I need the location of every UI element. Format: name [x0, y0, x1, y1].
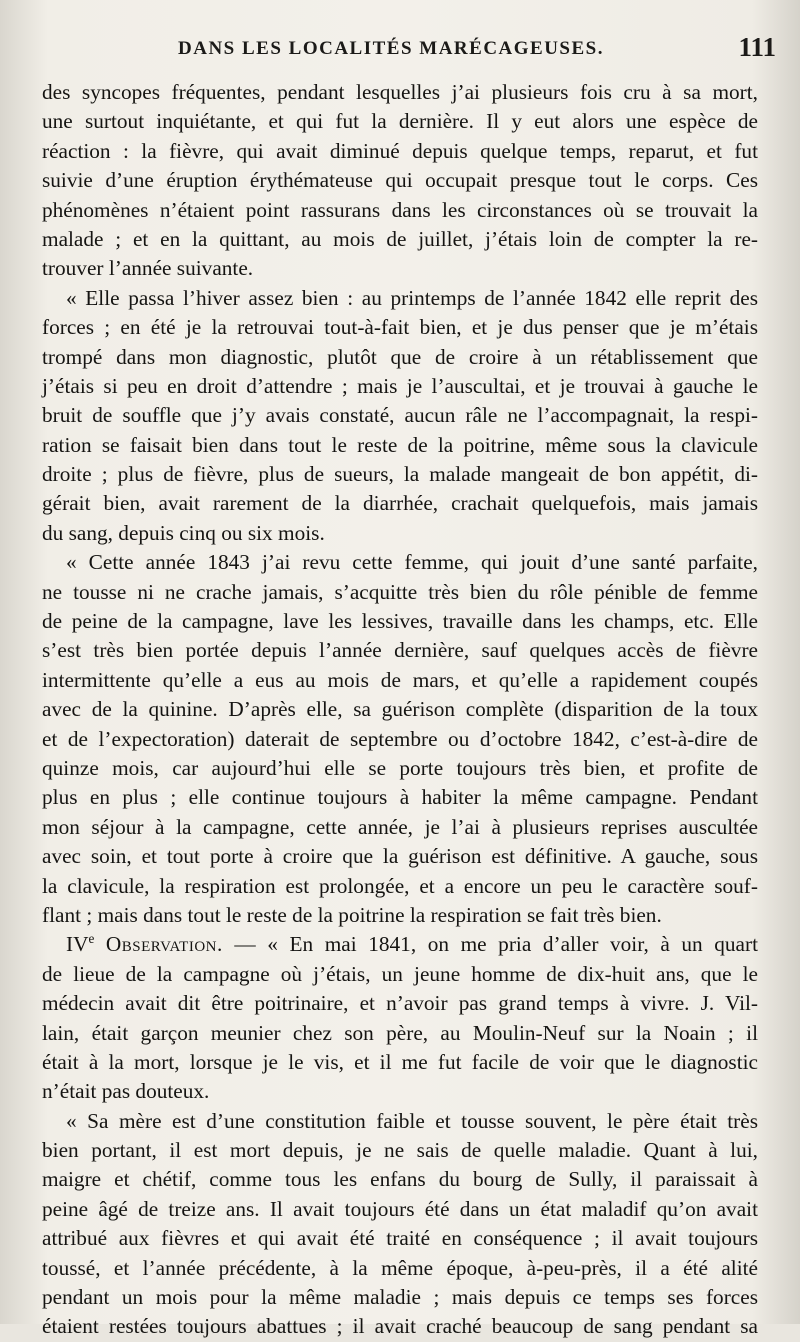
text-line: j’étais si peu en droit d’attendre ; mais je l’auscultai, et je trouvai à gauche le — [42, 373, 758, 398]
text-line: du sang, depuis cinq ou six mois. — [42, 520, 325, 545]
text-line: était à la mort, lorsque je le vis, et il me fut facile de voir que le diagnostic — [42, 1049, 758, 1074]
observation-number-superscript: e — [88, 931, 95, 947]
text-line: attribué aux fièvres et qui avait été traité en conséquence ; il avait toujours — [42, 1226, 758, 1251]
page-number: 111 — [738, 32, 776, 62]
text-line: toussé, et l’année précédente, à la même époque, à-peu-près, il a été alité — [42, 1255, 758, 1280]
text-line: des syncopes fréquentes, pendant lesquelles j’ai plusieurs fois cru à sa mort, — [42, 80, 758, 104]
text-line: lain, était garçon meunier chez son père, au Moulin-Neuf sur la Noain ; il — [42, 1020, 758, 1045]
text-line: intermittente qu’elle a eus au mois de mars, et qu’elle a rapidement coupés — [42, 667, 758, 692]
text-line: mon séjour à la campagne, cette année, je l’ai à plusieurs reprises auscultée — [42, 814, 758, 839]
observation-heading-line — [42, 930, 758, 959]
paragraph-start-line: « Sa mère est d’une constitution faible et tousse souvent, le père était très — [66, 1108, 758, 1133]
text-line: de peine de la campagne, lave les lessives, travaille dans les champs, etc. Elle — [42, 609, 758, 634]
running-head: DANS LES LOCALITÉS MARÉCAGEUSES. — [178, 38, 604, 59]
observation-number: IV — [66, 932, 89, 957]
text-line: suivie d’une éruption érythémateuse qui occupait presque tout le corps. Ces — [42, 168, 758, 193]
text-line: bruit de souffle que j’y avais constaté, aucun râle ne l’accompagnait, la respi- — [42, 403, 758, 428]
text-line: droite ; plus de fièvre, plus de sueurs, la malade mangeait de bon appétit, di- — [42, 462, 758, 487]
text-line: quinze mois, car aujourd’hui elle se porte toujours très bien, et profite de — [42, 755, 758, 780]
observation-text: — « En mai 1841, on me pria d’aller voir, à un quart — [222, 932, 759, 957]
text-line: n’était pas douteux. — [42, 1079, 210, 1104]
text-line: phénomènes n’étaient point rassurans dans les circonstances où se trouvait la — [42, 197, 758, 222]
text-line: avec de la quinine. D’après elle, sa guérison complète (disparition de la toux — [42, 697, 758, 722]
text-line: avec soin, et tout porte à croire que la guérison est définitive. A gauche, sous — [42, 844, 758, 869]
text-line: ne tousse ni ne crache jamais, s’acquitte très bien du rôle pénible de femme — [42, 579, 758, 604]
text-line: ration se faisait bien dans tout le reste de la poitrine, même sous la clavicule — [42, 432, 758, 457]
text-line: forces ; en été je la retrouvai tout-à-fait bien, et je dus penser que je m’étais — [42, 315, 758, 340]
text-line: réaction : la fièvre, qui avait diminué depuis quelque temps, reparut, et fut — [42, 138, 758, 163]
text-line: s’est très bien portée depuis l’année dernière, sauf quelques accès de fièvre — [42, 638, 758, 663]
text-line: trouver l’année suivante. — [42, 256, 254, 281]
text-line: et de l’expectoration) daterait de septembre ou d’octobre 1842, c’est-à-dire de — [42, 726, 758, 751]
text-line: une surtout inquiétante, et qui fut la dernière. Il y eut alors une espèce de — [42, 109, 758, 134]
text-line: peine âgé de treize ans. Il avait toujours été dans un état maladif qu’on avait — [42, 1196, 758, 1221]
text-line: maigre et chétif, comme tous les enfans du bourg de Sully, il paraissait à — [42, 1167, 758, 1192]
text-line: trompé dans mon diagnostic, plutôt que de croire à un rétablissement que — [42, 344, 758, 369]
text-line: gérait bien, avait rarement de la diarrhée, crachait quelquefois, mais jamais — [42, 491, 758, 516]
text-line: plus en plus ; elle continue toujours à habiter la même campagne. Pendant — [42, 785, 758, 810]
text-line: pendant un mois pour la même maladie ; mais depuis ce temps ses forces — [42, 1285, 758, 1310]
body-text — [42, 78, 758, 1342]
text-line: la clavicule, la respiration est prolongée, et a encore un peu le caractère souf- — [42, 873, 758, 898]
text-line: bien portant, il est mort depuis, je ne sais de quelle maladie. Quant à lui, — [42, 1138, 758, 1163]
text-line: flant ; mais dans tout le reste de la poitrine la respiration se fait très bien. — [42, 902, 662, 927]
text-line: malade ; et en la quittant, au mois de juillet, j’étais loin de compter la re- — [42, 226, 758, 251]
text-line: de lieue de la campagne où j’étais, un jeune homme de dix-huit ans, que le — [42, 961, 758, 986]
observation-label: Observation. — [105, 932, 223, 957]
paragraph-start-line: « Cette année 1843 j’ai revu cette femme, qui jouit d’une santé parfaite, — [66, 550, 758, 575]
text-line: étaient restées toujours abattues ; il avait craché beaucoup de sang pendant sa — [42, 1314, 758, 1339]
page-header — [40, 30, 780, 66]
paragraph-start-line: « Elle passa l’hiver assez bien : au printemps de l’année 1842 elle reprit des — [66, 285, 758, 310]
text-line: médecin avait dit être poitrinaire, et n’avoir pas grand temps à vivre. J. Vil- — [42, 991, 758, 1016]
